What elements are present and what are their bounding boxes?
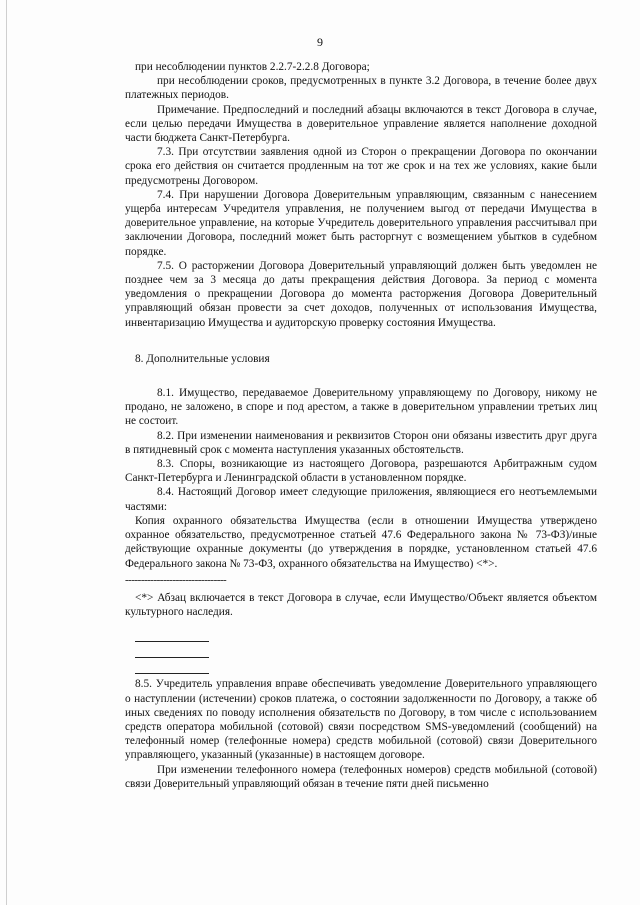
page-edge xyxy=(6,0,7,905)
footnote: <*> Абзац включается в текст Договора в случае, если Имущество/Объект является объектом культурного наследия. xyxy=(125,591,597,619)
paragraph-clause-227: при несоблюдении пунктов 2.2.7-2.2.8 Договора; xyxy=(135,61,370,73)
paragraph-7-5: 7.5. О расторжении Договора Доверительный управляющий должен быть уведомлен не позднее чем за 3 месяца до даты прекращения действия Договора. За период с момента уведомления о прекращении Договора до момента расторжения Договора Доверительный управляющий обязан провести за счет доходов, полученных от использования Имущества, инвентаризацию Имущества и аудиторскую проверку состояния Имущества. xyxy=(125,259,597,329)
footnote-separator: -------------------------------- xyxy=(125,573,227,586)
blank-line xyxy=(135,645,209,658)
blank-lines xyxy=(125,629,597,674)
section-heading: 8. Дополнительные условия xyxy=(135,352,270,365)
paragraph-8-5: 8.5. Учредитель управления вправе обеспечивать уведомление Доверительного управляющего о наступлении (истечении) сроков платежа, о состоянии задолженности по Договору, а также об иных сведениях по поводу исполнения обязательств по Договору, в том числе с использованием средств оператора мобильной (сотовой) связи посредством SMS-уведомлений (сообщений) на телефонный номер (телефонные номера) средств мобильной (сотовой) связи Доверительного управляющего, указанный (указанные) в настоящем договоре. xyxy=(125,678,597,762)
paragraph-8-2: 8.2. При изменении наименования и реквизитов Сторон они обязаны известить друг друга в пятидневный срок с момента наступления указанных обстоятельств. xyxy=(125,429,597,456)
page-number: 9 xyxy=(317,35,323,49)
blank-line xyxy=(135,629,209,642)
paragraph-7-3: 7.3. При отсутствии заявления одной из Сторон о прекращении Договора по окончании срока его действия он считается продленным на тот же срок и на тех же условиях, какие были предусмотрены Договором. xyxy=(125,146,597,187)
paragraph-8-4: 8.4. Настоящий Договор имеет следующие приложения, являющиеся его неотъемлемыми частями: xyxy=(125,486,597,513)
paragraph-clause-32: при несоблюдении сроков, предусмотренных в пункте 3.2 Договора, в течение более двух платежных периодов. xyxy=(125,75,597,102)
paragraph-8-1: 8.1. Имущество, передаваемое Доверительному управляющему по Договору, никому не продано, не заложено, в споре и под арестом, а также в доверительном управлении третьих лиц не состоит. xyxy=(125,387,597,428)
paragraph-7-4: 7.4. При нарушении Договора Доверительным управляющим, связанным с нанесением ущерба интересам Учредителя управления, не получением выгод от передачи Имущества в доверительное управление, на которые Учредитель доверительного управления рассчитывал при заключении Договора, последний может быть расторгнут с возмещением убытков в судебном порядке. xyxy=(125,188,597,258)
paragraph-copy-obligation: Копия охранного обязательства Имущества (если в отношении Имущества утверждено охранное обязательство, предусмотренное статьей 47.6 Федерального закона № 73-ФЗ)/иные действующие охранные документы (до утверждения в порядке, установленном статьей 47.6 Федерального закона № 73-ФЗ, охранного обязательства на Имущество) <*>. xyxy=(125,514,597,570)
paragraph-phone-change: При изменении телефонного номера (телефонных номеров) средств мобильной (сотовой) связи Доверительный управляющий обязан в течение пяти дней письменно xyxy=(125,763,597,790)
paragraph-note: Примечание. Предпоследний и последний абзацы включаются в текст Договора в случае, если целью передачи Имущества в доверительное управление является наполнение доходной части бюджета Санкт-Петербурга. xyxy=(125,103,597,145)
document-body xyxy=(125,60,597,791)
paragraph-8-3: 8.3. Споры, возникающие из настоящего Договора, разрешаются Арбитражным судом Санкт-Петербурга и Ленинградской области в установленном порядке. xyxy=(125,458,597,485)
blank-line xyxy=(135,661,209,674)
